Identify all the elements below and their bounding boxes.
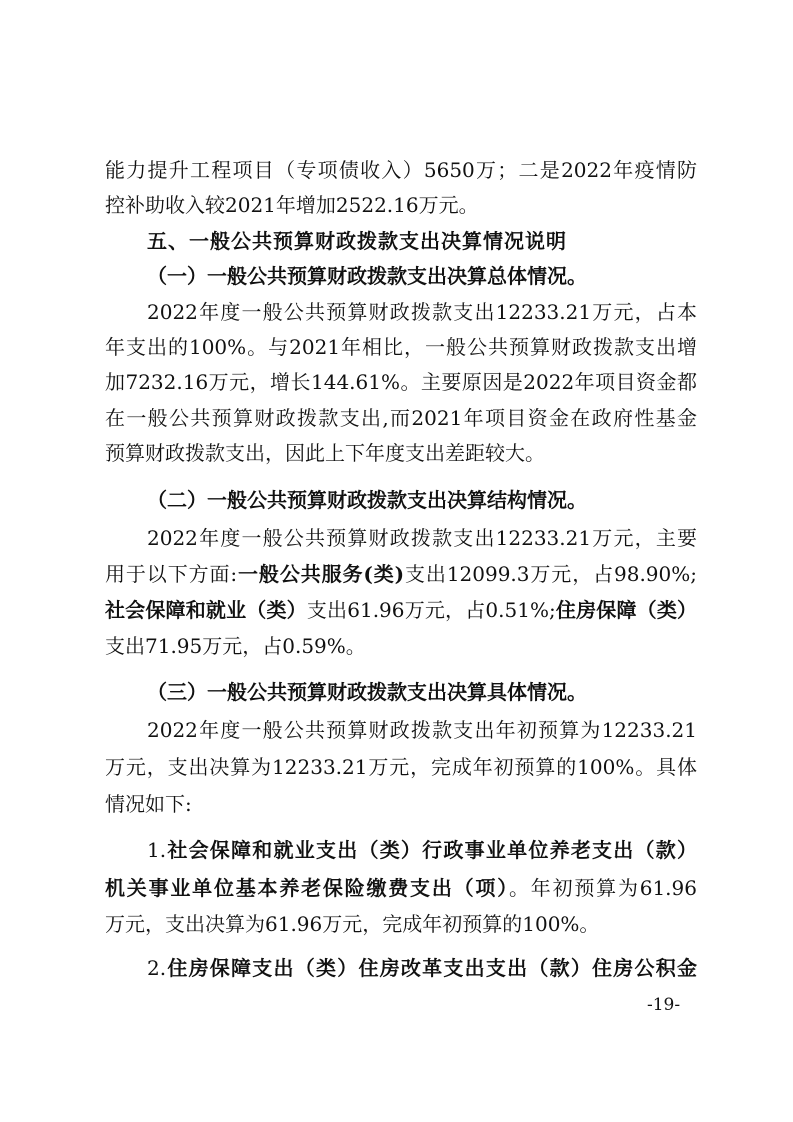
paragraph-line	[105, 556, 697, 592]
paragraph-line: 加7232.16万元，增长144.61%。主要原因是2022年项目资金都	[105, 370, 697, 394]
list-item-line: 万元，支出决算为61.96万元，完成年初预算的100%。	[105, 912, 600, 936]
item-title: 住房保障支出（类）住房改革支出支出（款）住房公积金	[166, 956, 697, 980]
paragraph-line: 支出71.95万元，占0.59%。	[105, 634, 366, 658]
list-item-line	[105, 870, 697, 906]
paragraph-line: 能力提升工程项目（专项债收入）5650万；二是2022年疫情防	[105, 158, 697, 182]
paragraph-line: 2022年度一般公共预算财政拨款支出12233.21万元，主要	[147, 526, 697, 550]
paragraph-line: 预算财政拨款支出，因此上下年度支出差距较大。	[105, 441, 545, 465]
section-heading: 五、一般公共预算财政拨款支出决算情况说明	[147, 229, 567, 253]
item-title: 机关事业单位基本养老保险缴费支出（项）	[105, 876, 509, 900]
category-general-services: 一般公共服务(类)	[237, 562, 405, 586]
list-item-line	[147, 950, 697, 986]
item-number: 2.	[147, 956, 167, 980]
paragraph-line: 年支出的100%。与2021年相比，一般公共预算财政拨款支出增	[105, 335, 697, 359]
paragraph-line: 2022年度一般公共预算财政拨款支出12233.21万元，占本	[147, 300, 697, 324]
item-title: 社会保障和就业支出（类）行政事业单位养老支出（款）	[166, 838, 697, 862]
list-item-line	[147, 832, 697, 868]
paragraph-line: 控补助收入较2021年增加2522.16万元。	[105, 193, 479, 217]
paragraph-line: 2022年度一般公共预算财政拨款支出年初预算为12233.21	[147, 718, 697, 742]
paragraph-line: 情况如下:	[105, 792, 192, 816]
text-run: 支出61.96万元，占0.51%;	[306, 598, 556, 622]
subsection-heading: （三）一般公共预算财政拨款支出决算具体情况。	[147, 680, 587, 704]
text-run: 用于以下方面:	[105, 562, 238, 586]
paragraph-line: 万元，支出决算为12233.21万元，完成年初预算的100%。具体	[105, 755, 697, 779]
subsection-heading: （二）一般公共预算财政拨款支出决算结构情况。	[147, 488, 587, 512]
text-run: 。年初预算为61.96	[509, 876, 697, 900]
page-number: -19-	[647, 995, 681, 1015]
subsection-heading: （一）一般公共预算财政拨款支出决算总体情况。	[147, 264, 587, 288]
item-number: 1.	[147, 838, 167, 862]
category-social-security: 社会保障和就业（类）	[105, 598, 307, 622]
paragraph-line: 在一般公共预算财政拨款支出,而2021年项目资金在政府性基金	[105, 406, 697, 430]
text-run: 支出12099.3万元，占98.90%;	[404, 562, 697, 586]
category-housing: 住房保障（类）	[555, 598, 698, 622]
paragraph-line	[105, 592, 697, 628]
